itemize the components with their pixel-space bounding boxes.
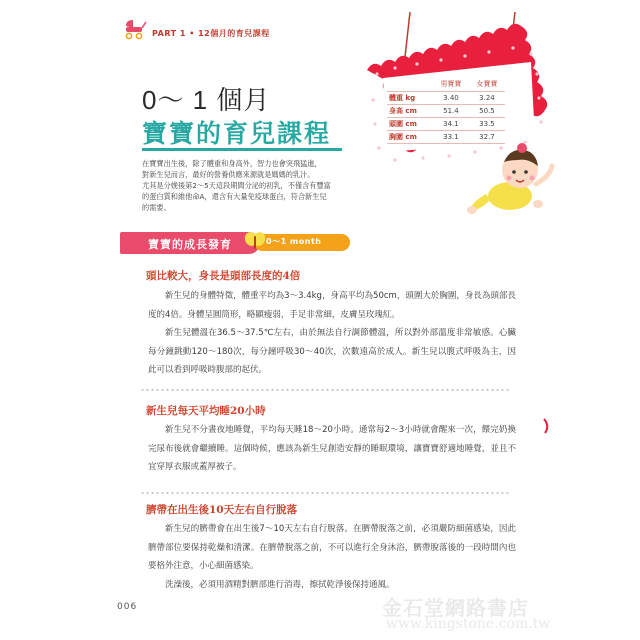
girl-value: 3.24: [469, 91, 505, 104]
boy-value: 51.4: [433, 104, 469, 117]
topic-heading: 新生兒每天平均睡20小時: [146, 405, 266, 417]
paragraph: 新生兒不分晝夜地睡覺，平均每天睡18～20小時。通常每2～3小時就會醒來一次，餵完奶換完尿布後就會繼續睡。這個時候，應該為新生兒創造安靜的睡眠環境，讓寶寶舒適地睡覺，並且不宜穿厚衣服或蓋厚被子。: [148, 425, 516, 472]
girl-value: 33.5: [469, 117, 505, 130]
girl-value: 32.7: [469, 130, 505, 143]
dotted-divider: [140, 492, 510, 494]
stroller-icon: [122, 16, 148, 42]
section-banner: [120, 230, 360, 256]
topic-heading: 臍帶在出生後10天左右自行脫落: [146, 504, 298, 516]
table-header-row: [387, 78, 505, 91]
baby-stats-table: [387, 78, 505, 144]
intro-line: 的蛋白質和維他命A，還含有大量免疫球蛋白，符合新生兒: [142, 192, 327, 201]
topic-body: [148, 287, 516, 380]
paragraph: 洗澡後，必須用酒精對臍部進行消毒，擦拭乾淨後保持通風。: [165, 579, 395, 590]
dotted-divider: [140, 389, 510, 391]
page-number: 006: [117, 602, 138, 612]
topic-body: [148, 421, 516, 477]
topic-heading: 頭比較大，身長是頭部長度的4倍: [146, 270, 301, 282]
intro-text: [142, 158, 352, 213]
intro-line: 對新生兒而言，最好的營養供應來源就是媽媽的乳汁。: [142, 170, 315, 179]
row-label: 體重 kg: [387, 91, 433, 104]
boy-value: 34.1: [433, 117, 469, 130]
girl-value: 50.5: [469, 104, 505, 117]
paragraph: 新生兒體溫在36.5～37.5℃左右，由於無法自行調節體溫，所以對外部溫度非常敏感。心臟每分鐘跳動120～180次，每分鐘呼吸30～40次，次數遠高於成人。新生兒以腹式呼吸為主，因此可以看到呼吸時腹部的起伏。: [148, 328, 516, 375]
title-sub: 寶寶的育兒課程: [142, 120, 332, 148]
topic-body: [148, 520, 516, 594]
row-label: 胸圍 cm: [387, 130, 433, 143]
header-girl: 女寶寶: [469, 78, 505, 91]
watermark-text: 金石堂網路書店: [382, 596, 529, 620]
header-blank: [387, 78, 433, 91]
paragraph: 新生兒的臍帶會在出生後7～10天左右自行脫落。在臍帶脫落之前，必須嚴防細菌感染，因此臍帶部位要保持乾燥和清潔。在臍帶脫落之前，不可以進行全身沐浴，臍帶脫落後的一段時間內也要格外注意，小心細菌感染。: [148, 524, 516, 571]
row-label: 頭圍 cm: [387, 117, 433, 130]
page-edge-mark: [543, 418, 551, 434]
banner-title: 寶寶的成長發育: [148, 238, 232, 251]
part-label: PART 1 • 12個月的育兒課程: [152, 29, 270, 38]
title-main: 0～ 1 個月: [142, 85, 271, 115]
table-row: [387, 117, 505, 130]
paragraph: 新生兒的身體特徵，體重平均為3～3.4kg，身高平均為50cm，頭圍大於胸圍，身長為頭部長度的4倍。身體呈圓筒形，略顯瘦弱，手足非常細，皮膚呈玫瑰紅。: [148, 291, 516, 320]
boy-value: 3.40: [433, 91, 469, 104]
table-row: [387, 91, 505, 104]
chapter-title: [142, 80, 342, 150]
baby-illustration: [462, 140, 557, 222]
title-underline: [142, 148, 342, 151]
row-label: 身高 cm: [387, 104, 433, 117]
boy-value: 33.1: [433, 130, 469, 143]
header-boy: 男寶寶: [433, 78, 469, 91]
table-row: [387, 104, 505, 117]
intro-line: 尤其是分娩後第2～5天這段期間分泌的初乳，不僅含有豐富: [142, 181, 331, 190]
watermark-url: www.kingstone.com.tw: [386, 616, 551, 632]
intro-line: 在寶寶出生後，除了體重和身高外，智力也會突飛猛進，: [142, 159, 322, 168]
intro-line: 的需要。: [142, 203, 171, 212]
banner-english: 0～1 month: [266, 237, 322, 246]
butterfly-icon: [244, 230, 266, 252]
